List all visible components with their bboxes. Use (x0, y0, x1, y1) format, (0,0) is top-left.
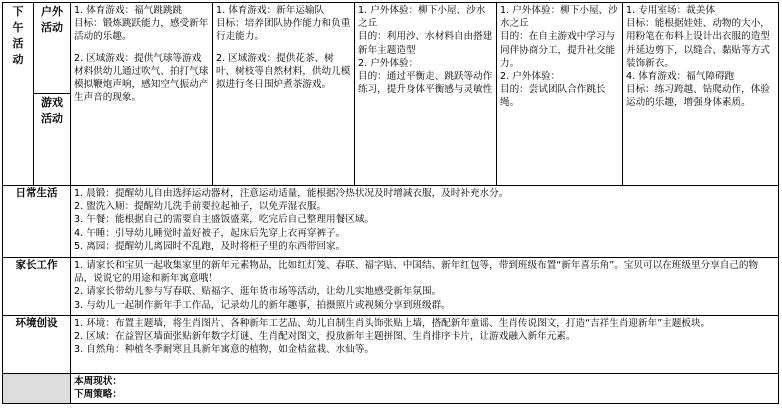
parent-work-line: 3. 与幼儿一起制作新年手工作品，记录幼儿的新年趣事，拍摄照片或视频分享到班级群。 (74, 299, 451, 311)
col5-line: 目标：能根据娃娃、动物的大小，用粉笔在布料上设计出衣服的造型并延边剪下，以缝合、黏贴等方式装饰新衣。 (626, 18, 770, 69)
col2-line: 目标：培养团队协作能力和负重行走能力。 (216, 18, 351, 43)
col1-line: 2. 区域游戏：提供气球等游戏材料供幼儿通过吹气、拍打气球模拟鞭炮声响，感知空气振动产生声音的现象。 (74, 52, 209, 104)
game-activity-label: 游戏活动 (34, 94, 71, 186)
col2-line: 2. 区域游戏：提供花茶、树叶、树枝等自然材料，供幼儿模拟进行冬日围炉煮茶游戏。 (216, 52, 351, 91)
col3-line: 1. 户外体验：柳下小屋、沙水之丘 (358, 5, 486, 30)
footer-label-cell (3, 374, 71, 404)
col3-line: 2. 户外体验： (358, 57, 419, 69)
environment-line: 2. 区域：在益智区墙面张贴新年数字灯谜、生肖配对图文，投放新年主题拼图、生肖排序卡片，让游戏融入新年元素。 (74, 331, 576, 343)
weekly-plan-table (2, 2, 779, 404)
col4-line: 目的：在自主游戏中学习与同伴协商分工，提升社交能力。 (500, 31, 616, 69)
outdoor-activity-label: 户外活动 (34, 3, 71, 94)
col4-line: 目的：尝试团队合作跳长绳。 (500, 84, 606, 109)
environment-content (71, 316, 779, 374)
afternoon-label: 下午活动 (3, 3, 34, 186)
environment-line: 3. 自然角：种植冬季耐寒且具新年寓意的植物，如金桔盆栽、水仙等。 (74, 344, 375, 356)
col5-line: 目标：练习跨越、钻爬动作，体验运动的乐趣，增强身体素质。 (626, 84, 770, 109)
col3-line: 目的：通过平衡走、跳跃等动作练习，提升身体平衡感与灵敏性 (358, 71, 493, 96)
daily-life-line: 3. 午餐：能根据自己的需要自主盛饭盛菜，吃完后自己整理用餐区域。 (74, 214, 375, 226)
daily-life-content (71, 186, 779, 258)
daily-life-label: 日常生活 (3, 186, 71, 258)
environment-label: 环境创设 (3, 316, 71, 374)
afternoon-col3 (355, 3, 497, 186)
environment-line: 1. 环境：布置主题墙，将生肖图片、各种新年工艺品、幼儿自制生肖头饰张贴上墙，搭配新年童谣、生肖传说图文，打造“吉祥生肖迎新年”主题板块。 (74, 318, 711, 329)
col4-line: 1. 户外体验：柳下小屋、沙水之丘 (500, 5, 618, 30)
col1-line: 目标：锻炼跳跃能力，感受新年活动的乐趣。 (74, 18, 209, 43)
col2-line: 1. 体育游戏：新年运输队 (216, 5, 325, 16)
afternoon-col2 (213, 3, 355, 186)
daily-life-line: 5. 离园：提醒幼儿离园时不乱跑，及时将柜子里的东西带回家。 (74, 240, 346, 252)
col4-line: 2. 户外体验： (500, 71, 561, 83)
daily-life-line: 1. 晨锻：提醒幼儿自由选择运动器材，注意运动适量，能根据冷热状况及时增减衣服，及时补充水分。 (74, 188, 509, 199)
strategy-label: 下周策略： (74, 389, 122, 401)
parent-work-line: 1. 请家长和宝贝一起收集家里的新年元素物品，比如红灯笼、春联、福字贴、中国结、新年红包等，带到班级布置“新年喜乐角”。宝贝可以在班级里分享自己的物品，说说它的用途和新年寓意哦！ (74, 260, 759, 285)
footer-content (71, 374, 779, 404)
parent-work-label: 家长工作 (3, 258, 71, 316)
daily-life-line: 2. 盥洗入厕：提醒幼儿洗手前要拉起袖子，以免弄湿衣服。 (74, 201, 327, 213)
afternoon-col4 (497, 3, 623, 186)
col5-line: 1. 专用室场：裁美体 (626, 5, 715, 16)
daily-life-line: 4. 午睡：引导幼儿睡觉时盖好被子，起床后先穿上衣再穿裤子。 (74, 227, 346, 239)
afternoon-col1 (71, 3, 213, 186)
afternoon-col5 (623, 3, 779, 186)
col5-line: 4. 体育游戏：福气障碍跑 (626, 71, 735, 83)
parent-work-content (71, 258, 779, 316)
parent-work-line: 2. 请家长带幼儿参与写春联、贴福字、逛年货市场等活动，让幼儿实地感受新年氛围。 (74, 286, 442, 298)
col1-line: 1. 体育游戏：福气跳跳跳 (74, 5, 183, 16)
status-label: 本周现状： (74, 376, 122, 387)
col3-line: 目的：利用沙、水材料自由搭建新年主题造型 (358, 31, 493, 56)
